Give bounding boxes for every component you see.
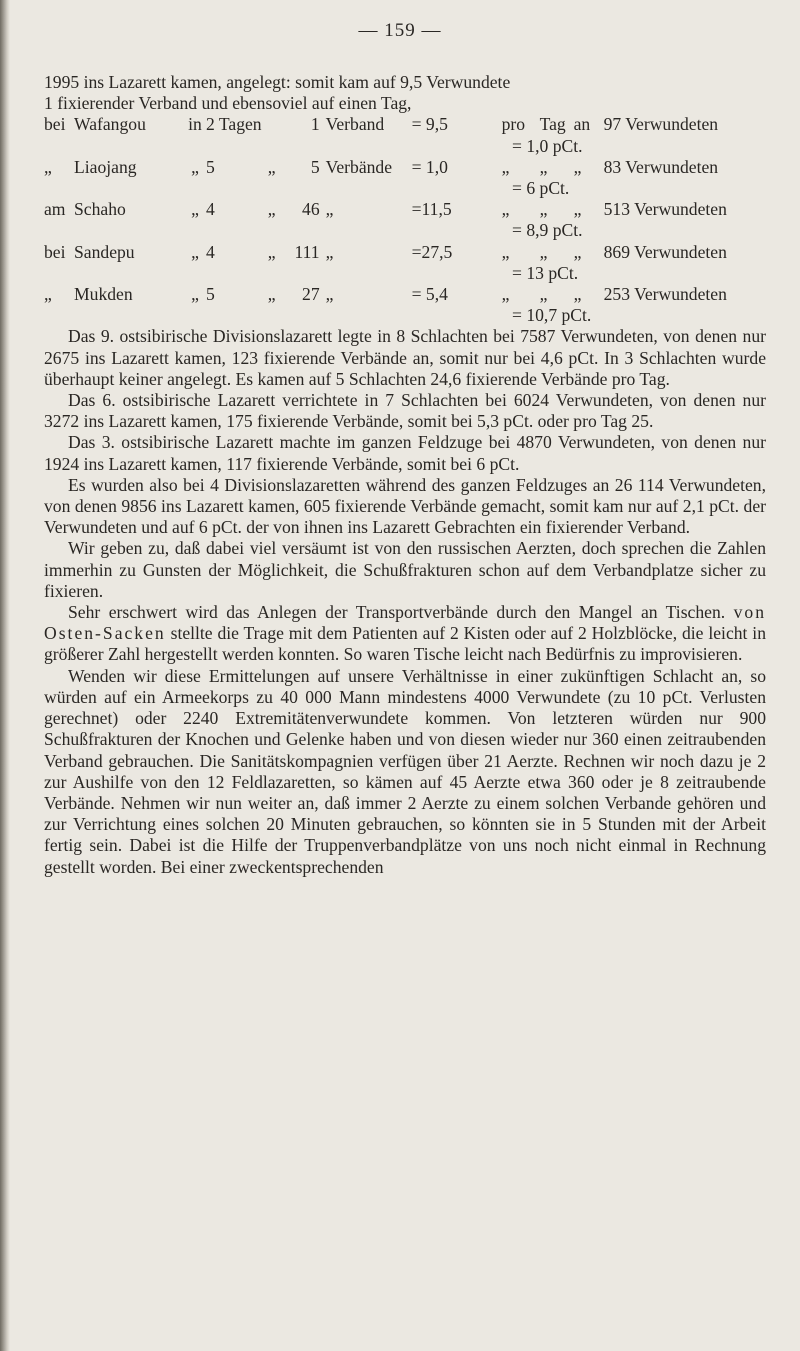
stats-cell-rest: 83 Verwundeten bbox=[603, 156, 719, 177]
stats-cell-word: Verbände bbox=[325, 156, 393, 177]
paragraph-text: stellte die Trage mit dem Patienten auf 2 Kisten oder auf 2 Holzblöcke, die leicht in größerer Zahl hergestellt werden konnten. So waren Tische leicht nach Bedürfnis zu improvisieren. bbox=[44, 623, 766, 665]
stats-cell-q1: „ bbox=[191, 156, 199, 177]
paragraph: Das 3. ostsibirische Lazarett machte im ganzen Feldzuge bei 4870 Verwundeten, von denen nur 1924 ins Lazarett kamen, 117 fixierende Verbände, somit bei 6 pCt. bbox=[44, 432, 766, 474]
stats-cell-days: 4 bbox=[206, 199, 215, 220]
stats-cell-q1: „ bbox=[191, 241, 199, 262]
stats-percent: = 13 pCt. bbox=[512, 262, 579, 283]
stats-percent-row bbox=[44, 263, 727, 284]
paragraph-text: Sehr erschwert wird das Anlegen der Transportverbände durch den Mangel an Tischen. bbox=[68, 602, 734, 623]
stats-cell-q2: „ bbox=[267, 199, 276, 220]
stats-cell-days: 5 bbox=[206, 156, 215, 177]
stats-cell-tag: „ bbox=[539, 284, 548, 305]
stats-cell-pre: am bbox=[44, 199, 66, 220]
stats-cell-place: Liaojang bbox=[74, 156, 137, 177]
stats-cell-q2: „ bbox=[267, 284, 276, 305]
stats-cell-days: 5 bbox=[206, 284, 215, 305]
stats-cell-tag: „ bbox=[539, 156, 548, 177]
stats-row bbox=[44, 199, 727, 220]
stats-cell-eq: = 9,5 bbox=[411, 114, 448, 135]
stats-cell-q2: „ bbox=[267, 241, 276, 262]
stats-cell-pre: bei bbox=[44, 114, 66, 135]
stats-cell-q2 bbox=[262, 114, 282, 135]
stats-cell-count: 46 bbox=[302, 199, 320, 220]
statistics-table bbox=[44, 114, 727, 326]
intro-line: 1995 ins Lazarett kamen, angelegt: somit kam auf 9,5 Verwundete bbox=[44, 72, 511, 92]
paragraph: Wir geben zu, daß dabei viel versäumt ist von den russischen Aerzten, doch sprechen die Zahlen immerhin zu Gunsten der Möglichkeit, die Schußfrakturen schon auf dem Verbandplatze sicher zu fixieren. bbox=[44, 538, 766, 601]
stats-cell-count: 27 bbox=[302, 284, 320, 305]
paragraph: Es wurden also bei 4 Divisionslazaretten während des ganzen Feldzuges an 26 114 Verwundeten, von denen 9856 ins Lazarett kamen, 605 fixierende Verbände gemacht, somit kam nur auf 2,1 pCt. der Verwundeten und auf 6 pCt. der von ihnen ins Lazarett Gebrachten ein fixierender Verband. bbox=[44, 474, 766, 538]
stats-cell-pro: „ bbox=[501, 284, 510, 305]
stats-cell-pro: „ bbox=[501, 199, 510, 220]
stats-cell-tag: „ bbox=[539, 241, 548, 262]
stats-cell-rest: 513 Verwundeten bbox=[603, 199, 727, 220]
stats-cell-place: Sandepu bbox=[74, 241, 135, 262]
stats-cell-pre: bei bbox=[44, 241, 66, 262]
stats-row bbox=[44, 242, 727, 263]
stats-cell-eq: = 1,0 bbox=[411, 156, 448, 177]
stats-cell-pro: pro bbox=[501, 114, 526, 135]
stats-cell-rest: 869 Verwundeten bbox=[603, 241, 727, 262]
stats-cell-rest: 253 Verwundeten bbox=[603, 284, 727, 305]
page-edge-shadow bbox=[0, 0, 10, 1351]
stats-cell-tag: Tag bbox=[539, 114, 566, 135]
stats-cell-pro: „ bbox=[501, 241, 510, 262]
stats-cell-word: „ bbox=[325, 241, 334, 262]
page-body bbox=[44, 72, 766, 878]
stats-cell-pre: „ bbox=[44, 284, 52, 305]
stats-cell-place: Mukden bbox=[74, 284, 133, 305]
stats-percent: = 6 pCt. bbox=[512, 178, 570, 199]
stats-cell-an: „ bbox=[573, 241, 582, 262]
stats-cell-eq: =11,5 bbox=[411, 199, 452, 220]
stats-cell-tag: „ bbox=[539, 199, 548, 220]
stats-cell-an: an bbox=[573, 114, 591, 135]
stats-cell-pre: „ bbox=[44, 156, 52, 177]
stats-row bbox=[44, 157, 727, 178]
stats-cell-word: „ bbox=[325, 199, 334, 220]
paragraph: Das 9. ostsibirische Divisionslazarett legte in 8 Schlachten bei 7587 Verwundeten, von denen nur 2675 ins Lazarett kamen, 123 fixierende Verbände an, somit nur bei 4,6 pCt. In 3 Schlachten wurde überhaupt keiner angelegt. Es kamen auf 5 Schlachten 24,6 fixierende Verbände pro Tag. bbox=[44, 326, 766, 389]
stats-cell-pro: „ bbox=[501, 156, 510, 177]
stats-cell-count: 111 bbox=[294, 241, 320, 262]
paragraph: Wenden wir diese Ermittelungen auf unsere Verhältnisse in einer zukünftigen Schlacht an, so würden auf ein Armeekorps zu 40 000 Mann mindestens 4000 Verwundete (zu 10 pCt. Verlusten gerechnet) oder 2240 Extremitätenverwundete kommen. Von letzteren würden nur 900 Schußfrakturen der Knochen und Gelenke haben und von diesen wieder nur 360 einen zeitraubenden Verband gebrauchen. Die Sanitätskompagnien verfügen über 21 Aerzte. Rechnen wir noch dazu je 2 zur Aushilfe von den 12 Feldlazaretten, so kämen auf 45 Aerzte etwa 360 oder je 8 zeitraubende Verbände. Nehmen wir nun weiter an, daß immer 2 Aerzte zu einem solchen Verbande gehören und zur Verrichtung eines solchen 20 Minuten gebrauchen, so könnten sie in 5 Stunden mit der Arbeit fertig sein. Dabei ist die Hilfe der Truppenverbandplätze von uns noch nicht einmal in Rechnung gestellt worden. Bei einer zweckentsprechenden bbox=[44, 665, 766, 877]
stats-percent-row bbox=[44, 178, 727, 199]
stats-cell-place: Schaho bbox=[74, 199, 126, 220]
stats-cell-place: Wafangou bbox=[74, 114, 146, 135]
stats-percent-row bbox=[44, 305, 727, 326]
stats-percent-row bbox=[44, 136, 727, 157]
stats-cell-days: 2 Tagen bbox=[206, 114, 262, 135]
stats-cell-days: 4 bbox=[206, 241, 215, 262]
stats-row bbox=[44, 284, 727, 305]
stats-cell-count: 1 bbox=[310, 114, 320, 135]
stats-percent-row bbox=[44, 220, 727, 241]
stats-cell-count: 5 bbox=[310, 156, 320, 177]
stats-cell-q1: „ bbox=[191, 199, 199, 220]
stats-cell-q2: „ bbox=[267, 156, 276, 177]
stats-percent: = 8,9 pCt. bbox=[512, 220, 583, 241]
stats-cell-eq: =27,5 bbox=[411, 241, 453, 262]
stats-percent: = 10,7 pCt. bbox=[512, 305, 592, 326]
page-number: — 159 — bbox=[358, 20, 442, 41]
stats-percent: = 1,0 pCt. bbox=[512, 135, 583, 156]
spaced-name: von Osten-Sacken bbox=[44, 602, 766, 644]
stats-cell-rest: 97 Verwundeten bbox=[603, 114, 719, 135]
stats-cell-an: „ bbox=[573, 284, 582, 305]
stats-cell-an: „ bbox=[573, 156, 582, 177]
intro-line: 1 fixierender Verband und ebensoviel auf einen Tag, bbox=[44, 93, 412, 114]
stats-cell-an: „ bbox=[573, 199, 582, 220]
stats-cell-word: Verband bbox=[325, 114, 385, 135]
stats-cell-q1: in bbox=[188, 114, 202, 135]
stats-cell-q1: „ bbox=[191, 284, 199, 305]
paragraph: Das 6. ostsibirische Lazarett verrichtete in 7 Schlachten bei 6024 Verwundeten, von denen nur 3272 ins Lazarett kamen, 175 fixierende Verbände, somit bei 5,3 pCt. oder pro Tag 25. bbox=[44, 390, 766, 432]
stats-cell-eq: = 5,4 bbox=[411, 284, 448, 305]
stats-cell-word: „ bbox=[325, 284, 334, 305]
stats-row bbox=[44, 114, 727, 135]
paragraph bbox=[44, 602, 766, 666]
